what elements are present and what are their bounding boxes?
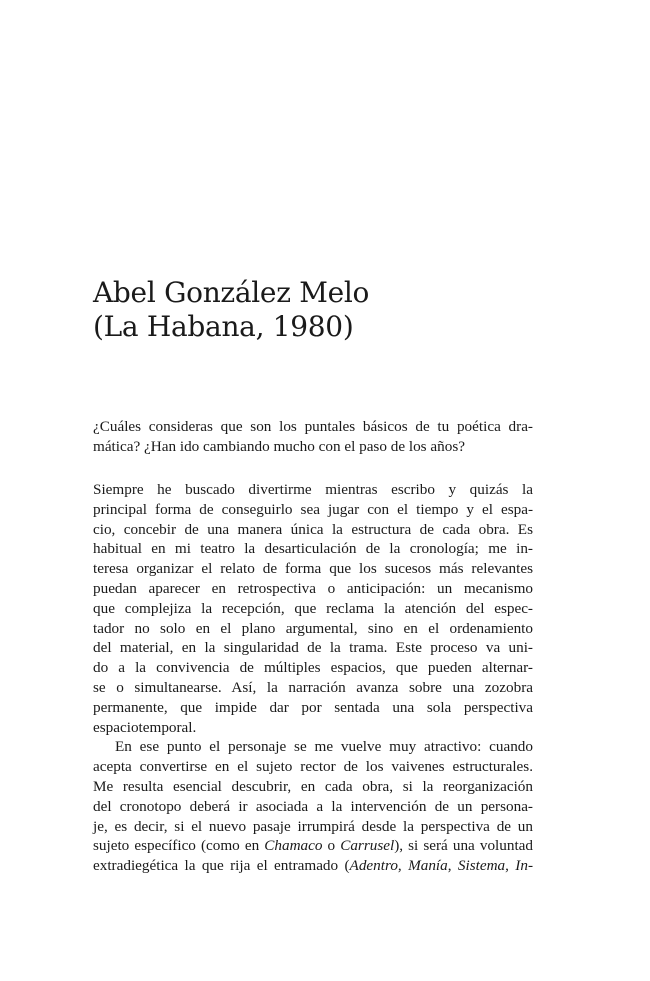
work-title: In- bbox=[515, 857, 534, 875]
work-title: Manía bbox=[408, 857, 448, 875]
answer-line: permanente, que impide dar por sentada una sola perspectiva bbox=[93, 698, 533, 716]
question-line: mática? ¿Han ido cambiando mucho con el paso de los años? bbox=[93, 438, 465, 455]
author-name: Abel González Melo bbox=[93, 276, 370, 309]
answer-line: puedan aparecer en retrospectiva o anticipación: un mecanismo bbox=[93, 579, 533, 597]
interview-answer bbox=[93, 480, 533, 876]
author-origin: (La Habana, 1980) bbox=[93, 310, 354, 343]
page-title bbox=[93, 276, 553, 344]
work-title: Adentro bbox=[349, 857, 398, 875]
answer-line: se o simultanearse. Así, la narración avanza sobre una zozobra bbox=[93, 678, 533, 696]
answer-line: teresa organizar el relato de forma que los sucesos más relevantes bbox=[93, 560, 533, 578]
text-run: o bbox=[322, 837, 341, 855]
text-run: , bbox=[397, 857, 409, 875]
text-run: , bbox=[447, 857, 458, 875]
work-title: Carrusel bbox=[340, 837, 395, 855]
text-run: extradiegética la que rija el entramado ( bbox=[93, 857, 350, 875]
answer-line: principal forma de conseguirlo sea jugar con el tiempo y el espa- bbox=[93, 500, 533, 518]
answer-line: tador no solo en el plano argumental, sino en el ordenamiento bbox=[93, 619, 533, 637]
interview-question bbox=[93, 417, 533, 457]
text-run: ), si será una voluntad bbox=[394, 837, 533, 855]
answer-line: do a la convivencia de múltiples espacios, que pueden alternar- bbox=[93, 659, 533, 677]
answer-line-with-titles bbox=[93, 836, 533, 856]
answer-line: En ese punto el personaje se me vuelve muy atractivo: cuando bbox=[115, 738, 533, 756]
answer-paragraph-1 bbox=[93, 480, 533, 737]
answer-line: del material, en la singularidad de la trama. Este proceso va uni- bbox=[93, 639, 533, 657]
answer-paragraph-2 bbox=[93, 737, 533, 876]
text-run: , bbox=[505, 857, 516, 875]
answer-line: cio, concebir de una manera única la estructura de cada obra. Es bbox=[93, 520, 533, 538]
answer-line: habitual en mi teatro la desarticulación de la cronología; me in- bbox=[93, 540, 533, 558]
work-title: Chamaco bbox=[264, 837, 323, 855]
question-line: ¿Cuáles consideras que son los puntales básicos de tu poética dra- bbox=[93, 418, 533, 435]
answer-line-with-titles bbox=[93, 856, 533, 876]
answer-line: espaciotemporal. bbox=[93, 718, 197, 736]
answer-line: que complejiza la recepción, que reclama la atención del espec- bbox=[93, 599, 533, 617]
answer-line: je, es decir, si el nuevo pasaje irrumpirá desde la perspectiva de un bbox=[93, 817, 533, 835]
text-run: sujeto específico (como en bbox=[93, 837, 265, 855]
answer-line: Me resulta esencial descubrir, en cada obra, si la reorganización bbox=[93, 777, 533, 795]
work-title: Sistema bbox=[457, 857, 506, 875]
answer-line: acepta convertirse en el sujeto rector de los vaivenes estructurales. bbox=[93, 758, 533, 776]
answer-line: del cronotopo deberá ir asociada a la intervención de un persona- bbox=[93, 797, 533, 815]
answer-line: Siempre he buscado divertirme mientras escribo y quizás la bbox=[93, 481, 533, 498]
